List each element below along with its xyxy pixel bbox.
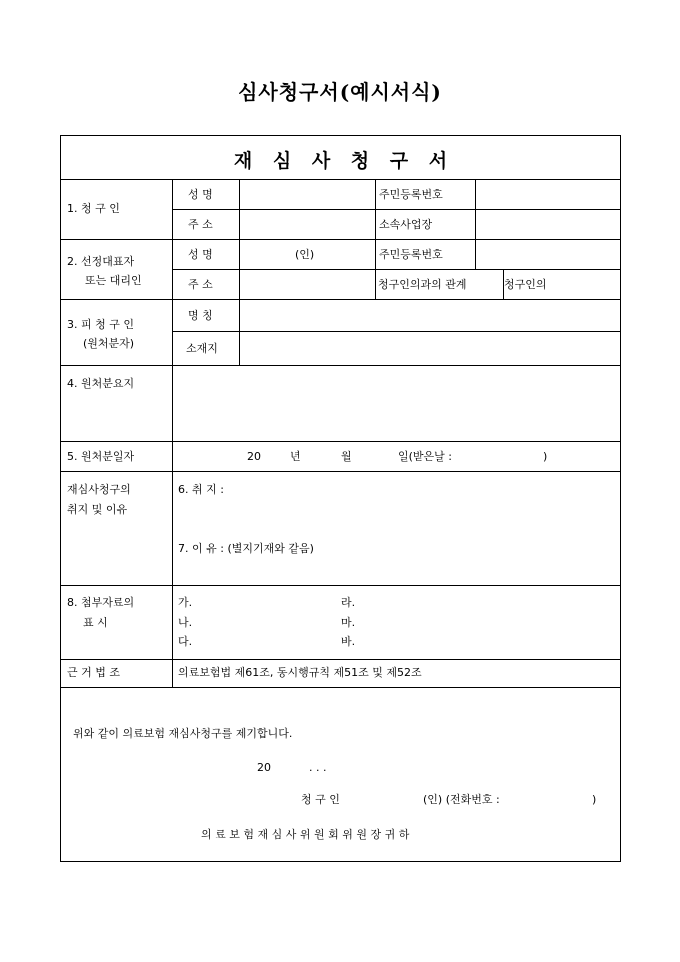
representative-name-label: 성 명 xyxy=(188,248,213,261)
purpose-label: 취지 및 이유 xyxy=(67,503,128,516)
legal-basis-label: 근 거 법 조 xyxy=(67,666,120,679)
review-request-form xyxy=(60,135,621,862)
date-close: ) xyxy=(543,450,548,463)
date-month-unit: 월 xyxy=(341,450,352,463)
column-divider xyxy=(475,179,476,269)
representative-id-label: 주민등록번호 xyxy=(379,248,443,261)
column-divider xyxy=(375,179,376,299)
row-divider xyxy=(61,365,620,366)
representative-address-label: 주 소 xyxy=(188,278,213,291)
attachment-item: 나. xyxy=(178,616,193,629)
column-divider xyxy=(239,179,240,365)
row-divider xyxy=(61,239,620,240)
attachment-item: 다. xyxy=(178,635,193,648)
page-title: 심사청구서(예시서식) xyxy=(238,80,442,104)
row-divider xyxy=(61,585,620,586)
respondent-title-label: 명 칭 xyxy=(188,309,213,322)
original-decision-summary-label: 4. 원처분요지 xyxy=(67,377,135,390)
claimant-workplace-label: 소속사업장 xyxy=(379,218,433,231)
claimant-name-label: 성 명 xyxy=(188,188,213,201)
relation-label: 청구인의과의 관계 xyxy=(378,278,467,291)
representative-label: 2. 선정대표자 xyxy=(67,255,135,268)
attachment-item: 라. xyxy=(341,596,356,609)
row-divider xyxy=(61,659,620,660)
claimant-address-label: 주 소 xyxy=(188,218,213,231)
submission-year: 20 xyxy=(257,761,271,774)
statement: 위와 같이 의료보험 재심사청구를 제기합니다. xyxy=(73,727,293,740)
date-year: 20 xyxy=(247,450,261,463)
row-divider xyxy=(61,687,620,688)
respondent-label: (원처분자) xyxy=(83,337,135,350)
purpose-label: 재심사청구의 xyxy=(67,483,131,496)
claimant-seal-phone: (인) (전화번호 : xyxy=(423,793,500,806)
reason-text: 7. 이 유 : (별지기재와 같음) xyxy=(178,542,314,555)
row-divider xyxy=(61,179,620,180)
legal-basis-value: 의료보험법 제61조, 동시행규칙 제51조 및 제52조 xyxy=(178,666,422,679)
original-decision-date-label: 5. 원처분일자 xyxy=(67,450,135,463)
attachment-item: 마. xyxy=(341,616,356,629)
respondent-label: 3. 피 청 구 인 xyxy=(67,318,134,331)
phone-close: ) xyxy=(592,793,597,806)
attachments-label: 표 시 xyxy=(83,616,108,629)
row-divider xyxy=(61,471,620,472)
claimant-label: 1. 청 구 인 xyxy=(67,202,120,215)
attachment-item: 가. xyxy=(178,596,193,609)
purpose-text: 6. 취 지 : xyxy=(178,483,224,496)
claimant-sign-label: 청 구 인 xyxy=(301,793,340,806)
claimant-id-label: 주민등록번호 xyxy=(379,188,443,201)
date-day-unit: 일(받은날 : xyxy=(398,450,452,463)
form-title: 재 심 사 청 구 서 xyxy=(233,150,448,172)
representative-seal: (인) xyxy=(295,248,315,261)
attachment-item: 바. xyxy=(341,635,356,648)
date-year-unit: 년 xyxy=(290,450,301,463)
row-divider xyxy=(61,299,620,300)
addressee: 의 료 보 험 재 심 사 위 원 회 위 원 장 귀 하 xyxy=(201,828,410,841)
respondent-location-label: 소재지 xyxy=(186,342,218,355)
submission-date-dots: . . . xyxy=(309,761,327,774)
attachments-label: 8. 첨부자료의 xyxy=(67,596,135,609)
relation-value: 청구인의 xyxy=(504,278,547,291)
representative-label: 또는 대리인 xyxy=(85,274,142,287)
column-divider xyxy=(172,179,173,687)
row-divider xyxy=(61,441,620,442)
